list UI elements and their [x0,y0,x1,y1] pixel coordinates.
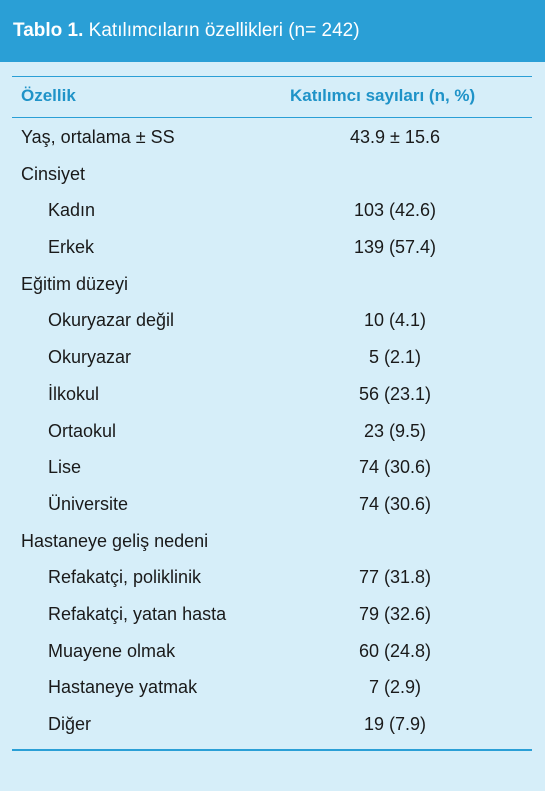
table-row [0,523,545,560]
bottom-rule [12,749,532,751]
table-row [0,302,545,339]
header-rule [12,117,532,118]
row-label: Yaş, ortalama ± SS [21,127,175,147]
row-value: 10 (4.1) [363,310,427,331]
table-row [0,449,545,486]
row-value: 23 (9.5) [363,420,427,441]
row-label: Hastaneye yatmak [48,677,198,698]
row-label: Okuryazar değil [48,310,175,331]
row-value: 79 (32.6) [358,603,432,624]
table-row [0,486,545,523]
table-row [0,633,545,670]
caption-label: Tablo 1. [13,20,84,41]
table-row [0,156,545,193]
row-value: 7 (2.9) [368,677,422,698]
table-header [0,78,545,116]
row-label: Refakatçi, poliklinik [48,567,202,588]
table-caption [0,0,545,62]
row-label: Ortaokul [48,420,117,441]
row-value: 139 (57.4) [353,237,437,258]
table-row [0,119,545,156]
table-body [0,119,545,743]
table-row [0,669,545,706]
row-label: Erkek [48,237,95,258]
row-value: 56 (23.1) [358,383,432,404]
row-label: Eğitim düzeyi [21,273,129,294]
row-label: Lise [48,457,82,478]
table-row [0,266,545,303]
table-row [0,376,545,413]
row-label: Diğer [48,714,92,734]
caption-text: Katılımcıların özellikleri (n= 242) [88,20,360,41]
table-row [0,339,545,376]
row-value: 19 (7.9) [363,714,427,734]
table-row [0,413,545,450]
row-value: 74 (30.6) [358,493,432,514]
row-label: Cinsiyet [21,163,86,184]
table-row [0,706,545,743]
row-value: 74 (30.6) [358,457,432,478]
row-value: 103 (42.6) [353,200,437,221]
row-value: 5 (2.1) [368,347,422,368]
row-label: Hastaneye geliş nedeni [21,530,209,551]
table-row [0,192,545,229]
row-label: İlkokul [48,383,100,404]
table-row [0,229,545,266]
row-label: Muayene olmak [48,640,176,661]
row-value: 43.9 ± 15.6 [350,127,440,147]
row-label: Üniversite [48,493,129,514]
table-row [0,596,545,633]
row-label: Refakatçi, yatan hasta [48,603,227,624]
row-label: Kadın [48,200,96,221]
row-value: 77 (31.8) [358,567,432,588]
header-feature: Özellik [21,86,76,105]
row-label: Okuryazar [48,347,132,368]
top-rule [12,76,532,77]
row-value: 60 (24.8) [358,640,432,661]
header-participants: Katılımcı sayıları (n, %) [290,86,476,105]
table-row [0,559,545,596]
